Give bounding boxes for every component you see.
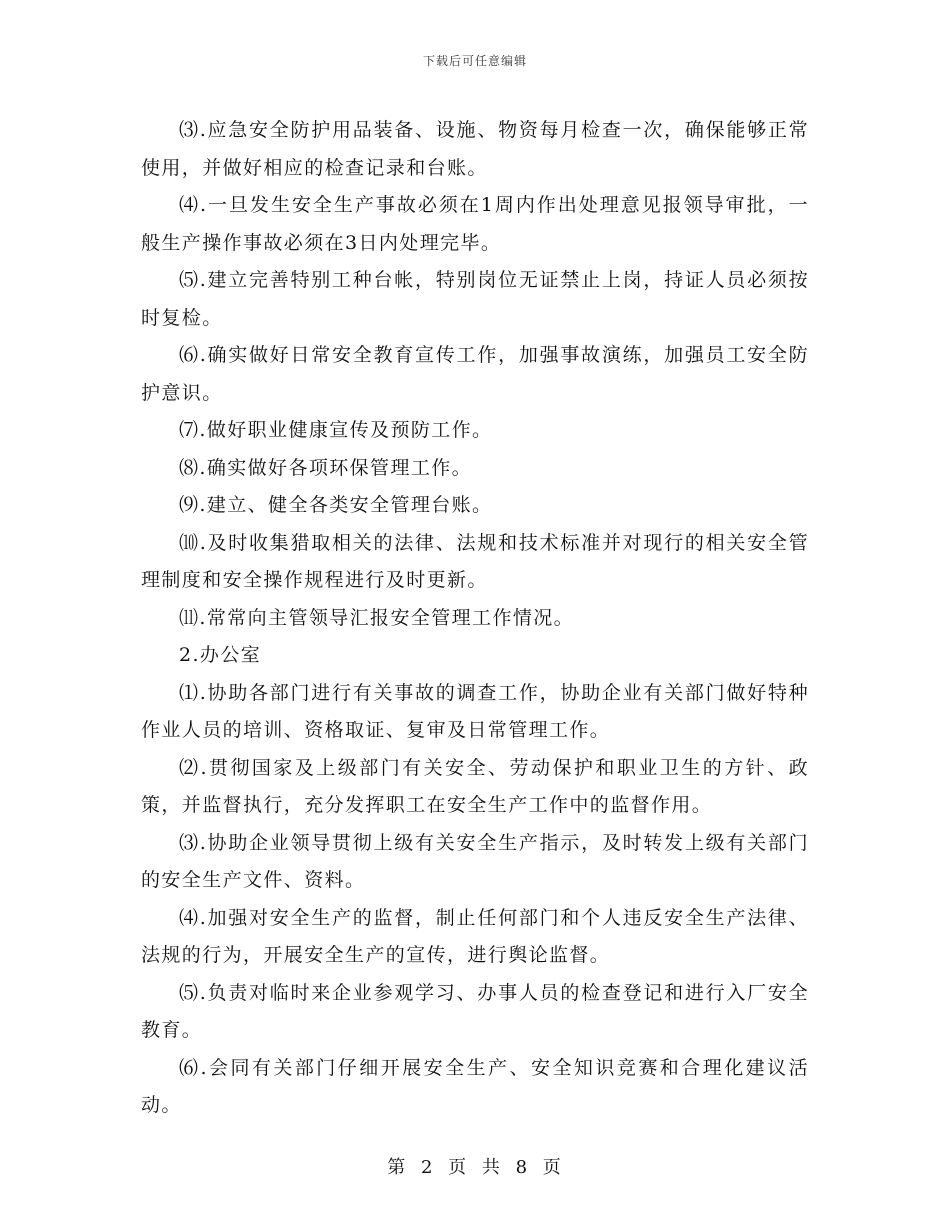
paragraph-item-9: ⑼.建立、健全各类安全管理台账。 xyxy=(179,494,493,516)
paragraph-item-7: ⑺.做好职业健康宣传及预防工作。 xyxy=(179,419,493,441)
office-item-6: ⑹.会同有关部门仔细开展安全生产、安全知识竞赛和合理化建议活动。 xyxy=(141,1056,809,1116)
paragraph-item-10: ⑽.及时收集猎取相关的法律、法规和技术标准并对现行的相关安全管理制度和安全操作规程进行及时更新。 xyxy=(141,531,809,591)
paragraph-item-5: ⑸.建立完善特别工种台帐，特别岗位无证禁止上岗，持证人员必须按时复检。 xyxy=(141,269,809,329)
document-body xyxy=(141,112,809,1125)
office-item-3: ⑶.协助企业领导贯彻上级有关安全生产指示，及时转发上级有关部门的安全生产文件、资料。 xyxy=(141,831,809,891)
footer-label-unit: 页 xyxy=(448,1157,469,1178)
paragraph-item-6: ⑹.确实做好日常安全教育宣传工作，加强事故演练，加强员工安全防护意识。 xyxy=(141,344,809,404)
paragraph-item-11: ⑾.常常向主管领导汇报安全管理工作情况。 xyxy=(179,606,575,629)
office-item-2: ⑵.贯彻国家及上级部门有关安全、劳动保护和职业卫生的方针、政策，并监督执行，充分发挥职工在安全生产工作中的监督作用。 xyxy=(141,756,809,816)
paragraph-item-3: ⑶.应急安全防护用品装备、设施、物资每月检查一次，确保能够正常使用，并做好相应的检查记录和台账。 xyxy=(141,119,809,179)
section-heading-office: 2.办公室 xyxy=(179,644,262,666)
office-item-4: ⑷.加强对安全生产的监督，制止任何部门和个人违反安全生产法律、法规的行为，开展安全生产的宣传，进行舆论监督。 xyxy=(141,906,809,966)
paragraph-item-4: ⑷.一旦发生安全生产事故必须在1周内作出处理意见报领导审批，一般生产操作事故必须在3日内处理完毕。 xyxy=(141,194,809,254)
footer-label-total: 共 xyxy=(481,1157,502,1178)
page-footer xyxy=(0,1153,950,1179)
office-item-1: ⑴.协助各部门进行有关事故的调查工作，协助企业有关部门做好特种作业人员的培训、资格取证、复审及日常管理工作。 xyxy=(141,681,809,741)
paragraph-item-8: ⑻.确实做好各项环保管理工作。 xyxy=(179,456,473,479)
footer-label-page: 第 xyxy=(387,1157,408,1178)
page-header-note: 下载后可任意编辑 xyxy=(422,54,527,68)
footer-current-page: 2 xyxy=(420,1157,435,1178)
footer-label-unit-end: 页 xyxy=(542,1157,563,1178)
office-item-5: ⑸.负责对临时来企业参观学习、办事人员的检查登记和进行入厂安全教育。 xyxy=(141,981,809,1041)
footer-total-pages: 8 xyxy=(515,1157,530,1178)
